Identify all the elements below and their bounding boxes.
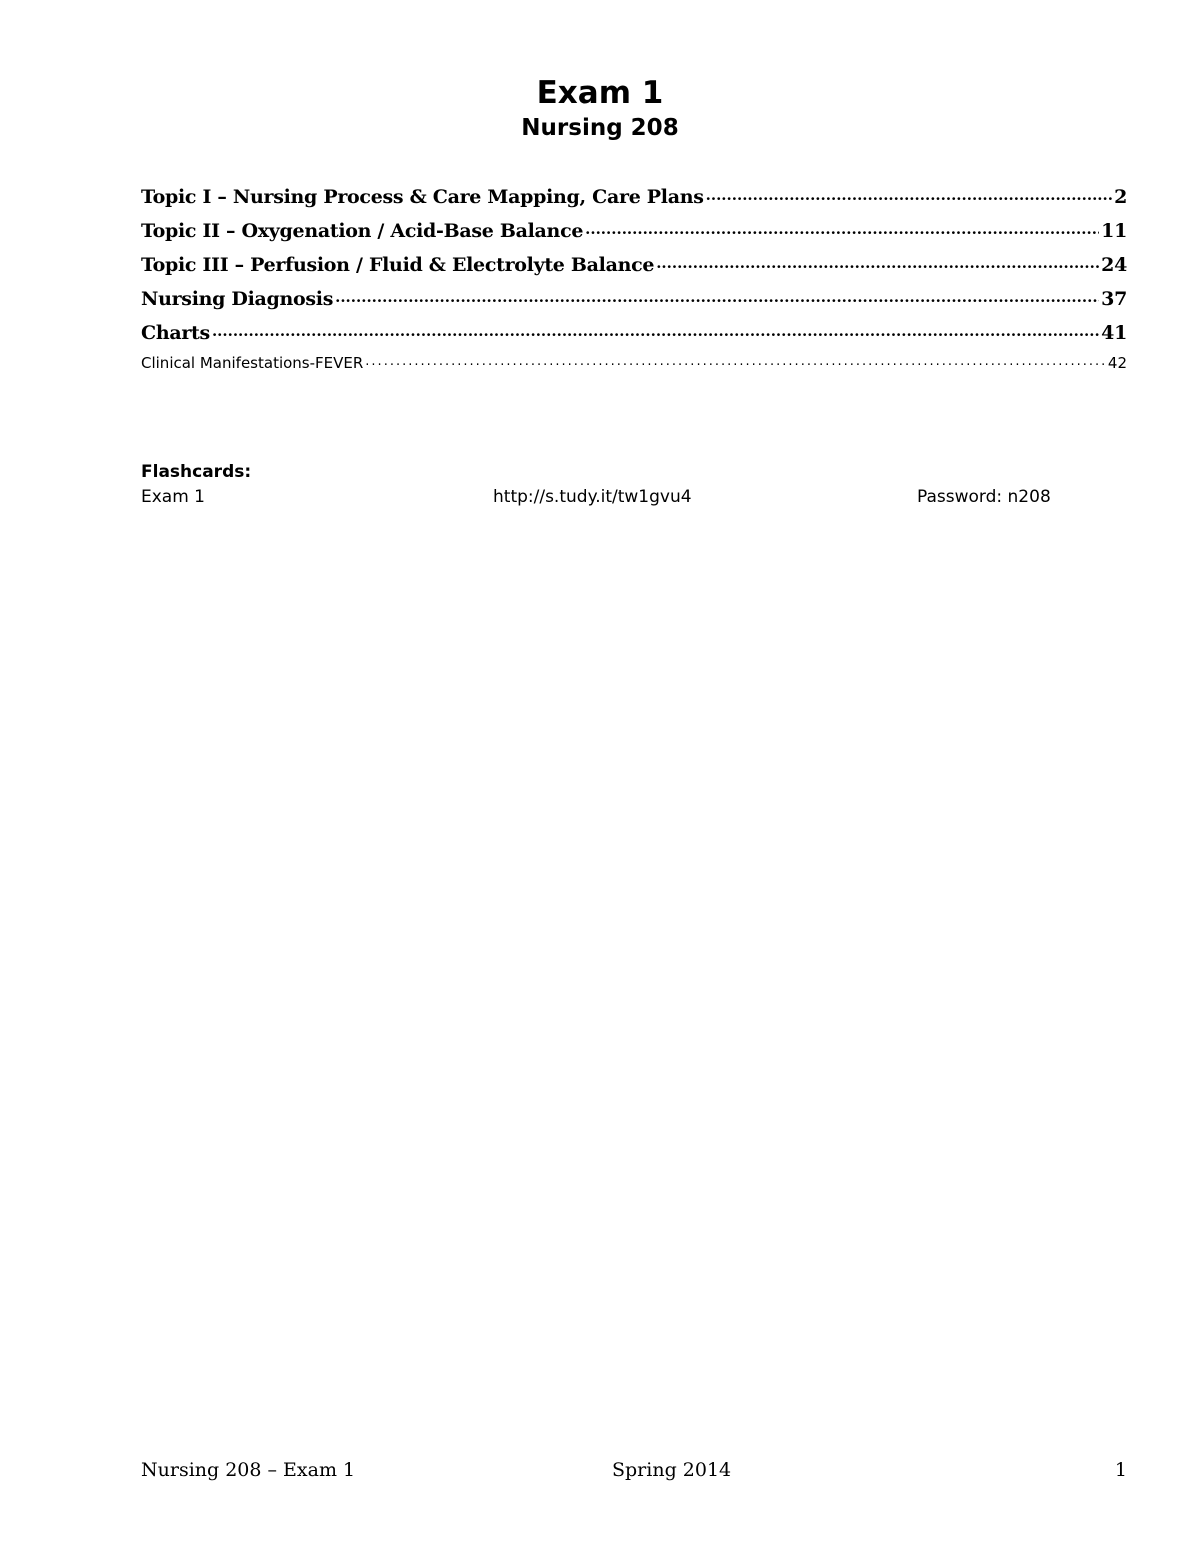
footer-page-number: 1	[1114, 1459, 1127, 1481]
toc-dot-leader	[335, 286, 1099, 305]
toc-dot-leader	[585, 218, 1099, 237]
toc-entry-page: 37	[1101, 288, 1127, 310]
toc-dot-leader	[365, 353, 1106, 368]
flashcards-row	[141, 484, 1127, 510]
toc-entry-title: Charts	[141, 322, 210, 344]
toc-entry-topic-2[interactable]	[141, 214, 1127, 248]
toc-entry-clinical-manifestations[interactable]	[141, 350, 1127, 376]
flashcards-section	[141, 460, 1127, 510]
toc-entry-charts[interactable]	[141, 316, 1127, 350]
toc-entry-page: 42	[1107, 354, 1127, 372]
table-of-contents	[141, 180, 1127, 376]
toc-entry-title: Topic II – Oxygenation / Acid-Base Balance	[141, 220, 584, 242]
toc-entry-page: 41	[1101, 322, 1127, 344]
toc-entry-title: Topic III – Perfusion / Fluid & Electrolyte Balance	[141, 254, 655, 276]
page-footer	[141, 1455, 1127, 1485]
toc-dot-leader	[212, 320, 1099, 339]
toc-dot-leader	[706, 184, 1112, 203]
toc-entry-title: Clinical Manifestations-FEVER	[141, 354, 364, 372]
toc-entry-topic-1[interactable]	[141, 180, 1127, 214]
toc-entry-nursing-diagnosis[interactable]	[141, 282, 1127, 316]
flashcards-password: Password: n208	[917, 487, 1051, 507]
toc-entry-title: Topic I – Nursing Process & Care Mapping, Care Plans	[141, 186, 704, 208]
footer-term: Spring 2014	[612, 1459, 732, 1481]
footer-course-label: Nursing 208 – Exam 1	[141, 1459, 356, 1481]
toc-entry-title: Nursing Diagnosis	[141, 288, 334, 310]
page-title: Exam 1	[536, 75, 664, 111]
flashcards-name: Exam 1	[141, 487, 205, 507]
page-subtitle: Nursing 208	[521, 115, 679, 141]
toc-entry-topic-3[interactable]	[141, 248, 1127, 282]
toc-entry-page: 24	[1101, 254, 1127, 276]
toc-entry-page: 2	[1114, 186, 1127, 208]
flashcards-link[interactable]: http://s.tudy.it/tw1gvu4	[493, 487, 692, 507]
flashcards-heading: Flashcards:	[141, 462, 252, 482]
toc-dot-leader	[656, 252, 1099, 271]
toc-entry-page: 11	[1101, 220, 1127, 242]
